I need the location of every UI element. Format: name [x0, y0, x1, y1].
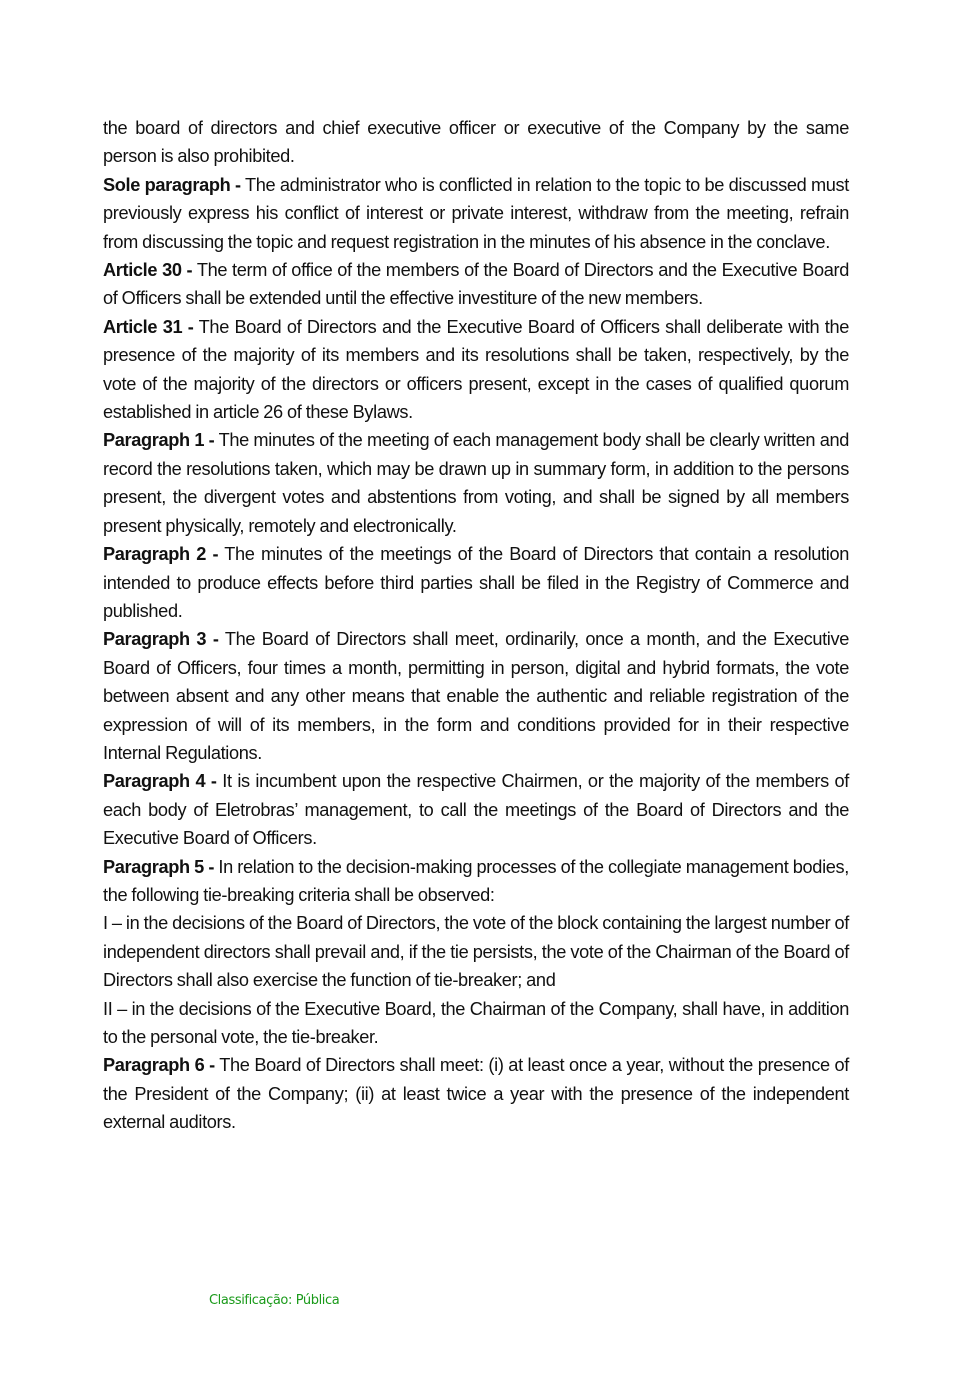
paragraph-4 — [103, 767, 849, 852]
paragraph-text: The Board of Directors shall meet, ordinarily, once a month, and the Executive Board of Officers, four times a month, permitting in person, digital and hybrid formats, the vote between absent and any other means that enable the authentic and reliable registration of the expression of will of its members, in the form and conditions provided for in their respective Internal Regulations. — [103, 629, 849, 763]
paragraph-label: Paragraph 5 - — [103, 856, 215, 877]
article-label: Article 31 - — [103, 316, 194, 337]
paragraph-2 — [103, 540, 849, 625]
article-text: The term of office of the members of the Board of Directors and the Executive Board of Officers shall be extended until the effective investiture of the new members. — [103, 260, 849, 309]
paragraph-text: the board of directors and chief executive officer or executive of the Company by the same person is also prohibited. — [103, 118, 849, 167]
item-ii — [103, 995, 849, 1052]
paragraph-label: Paragraph 1 - — [103, 430, 215, 451]
paragraph-text: The administrator who is conflicted in relation to the topic to be discussed must previously express his conflict of interest or private interest, withdraw from the meeting, refrain from discussing the topic and request registration in the minutes of his absence in the conclave. — [103, 174, 849, 252]
paragraph-label: Paragraph 4 - — [103, 771, 217, 792]
paragraph-6 — [103, 1051, 849, 1136]
article-31 — [103, 313, 849, 427]
paragraph-3 — [103, 625, 849, 767]
paragraph-label: Paragraph 6 - — [103, 1055, 215, 1076]
article-text: The Board of Directors and the Executive Board of Officers shall deliberate with the presence of the majority of its members and its resolutions shall be taken, respectively, by the vote of the majority of the directors or officers present, except in the cases of qualified quorum established in article 26 of these Bylaws. — [103, 316, 849, 423]
sole-paragraph — [103, 171, 849, 256]
paragraph-text: It is incumbent upon the respective Chairmen, or the majority of the members of each body of Eletrobras’ management, to call the meetings of the Board of Directors and the Executive Board of Officers. — [103, 771, 849, 849]
item-i — [103, 909, 849, 994]
continuation-paragraph — [103, 114, 849, 171]
article-30 — [103, 256, 849, 313]
item-text: II – in the decisions of the Executive Board, the Chairman of the Company, shall have, in addition to the personal vote, the tie-breaker. — [103, 998, 849, 1047]
paragraph-text: In relation to the decision-making processes of the collegiate management bodies, the following tie-breaking criteria shall be observed: — [103, 856, 849, 905]
paragraph-label: Paragraph 2 - — [103, 544, 219, 565]
paragraph-1 — [103, 426, 849, 540]
paragraph-label: Sole paragraph - — [103, 174, 241, 195]
item-text: I – in the decisions of the Board of Directors, the vote of the block containing the largest number of independent directors shall prevail and, if the tie persists, the vote of the Chairman of the Board of Directors shall also exercise the function of tie-breaker; and — [103, 913, 849, 991]
classification-footer: Classificação: Pública — [209, 1293, 340, 1308]
paragraph-label: Paragraph 3 - — [103, 629, 219, 650]
paragraph-text: The minutes of the meeting of each management body shall be clearly written and record the resolutions taken, which may be drawn up in summary form, in addition to the persons present, the divergent votes and abstentions from voting, and shall be signed by all members present physically, remotely and electronically. — [103, 430, 849, 536]
paragraph-5 — [103, 853, 849, 910]
document-page — [103, 114, 849, 1137]
paragraph-text: The minutes of the meetings of the Board of Directors that contain a resolution intended to produce effects before third parties shall be filed in the Registry of Commerce and published. — [103, 544, 849, 621]
article-label: Article 30 - — [103, 260, 193, 281]
paragraph-text: The Board of Directors shall meet: (i) at least once a year, without the presence of the President of the Company; (ii) at least twice a year with the presence of the independent external auditors. — [103, 1055, 849, 1133]
